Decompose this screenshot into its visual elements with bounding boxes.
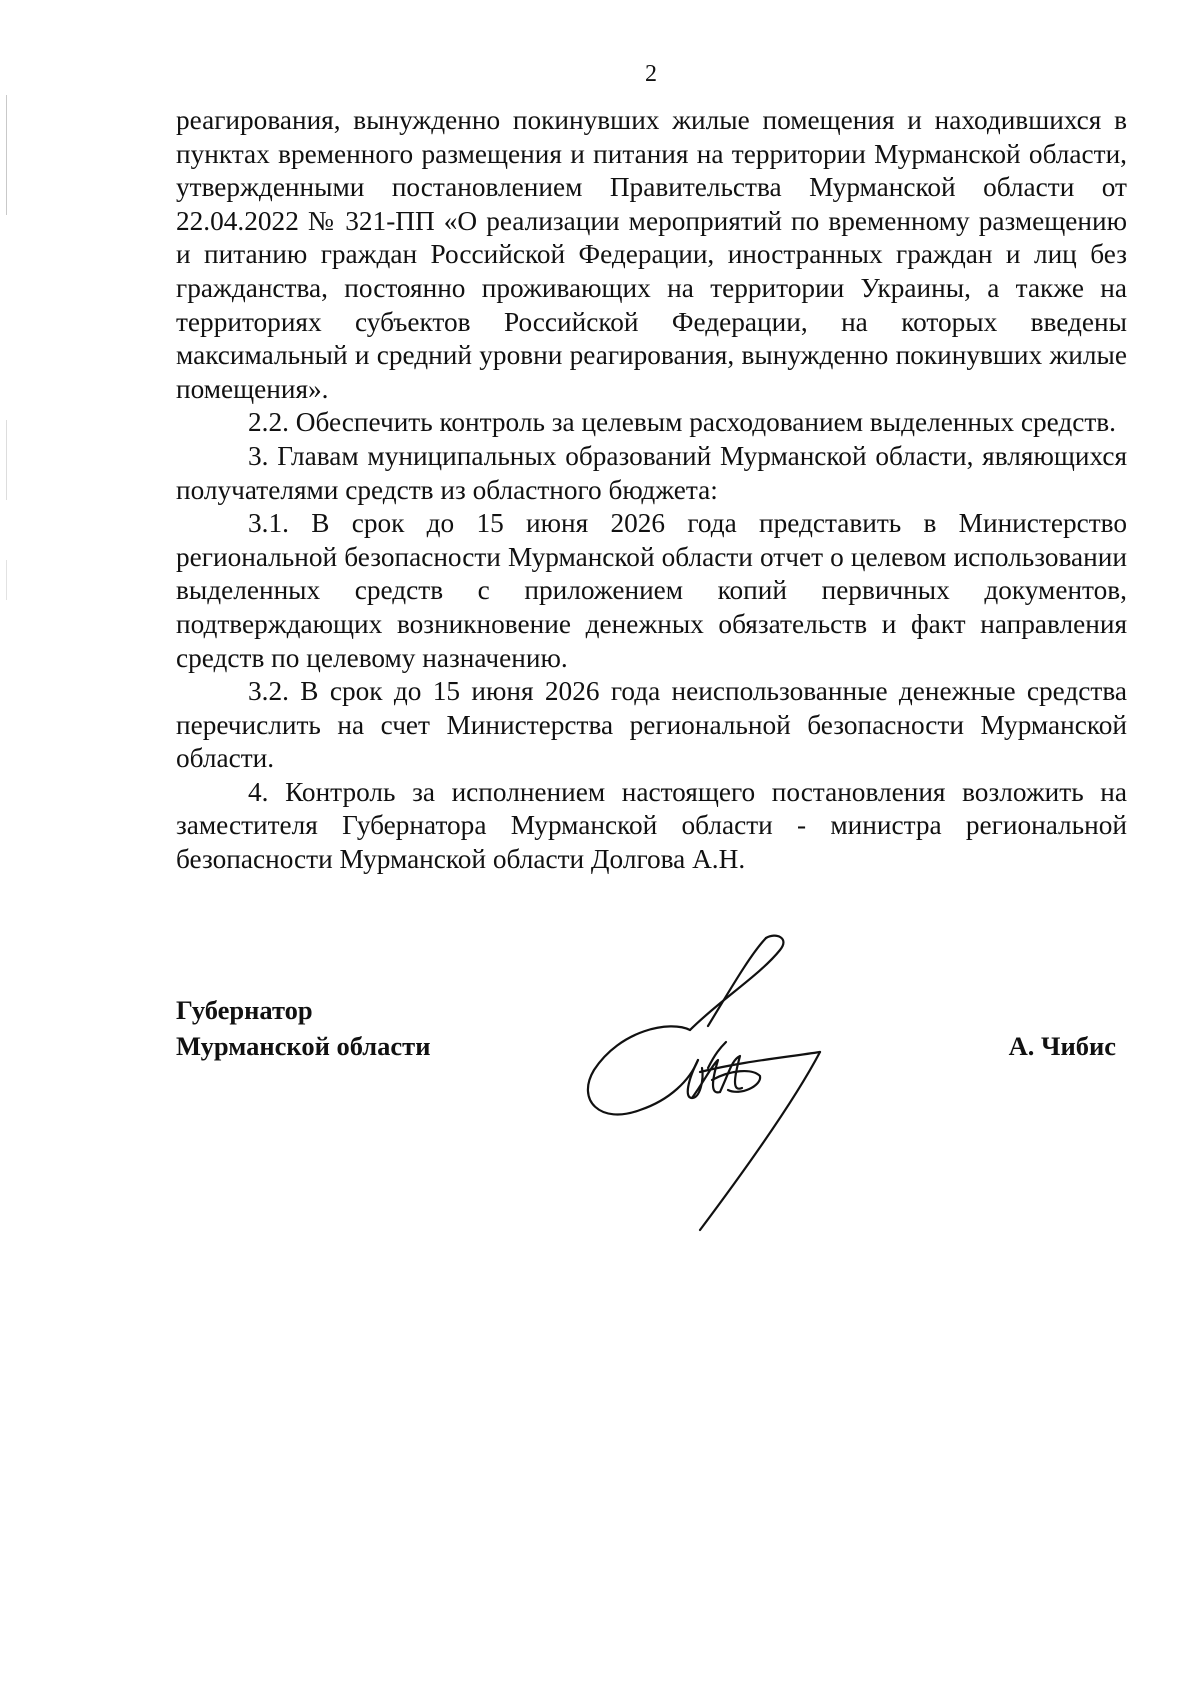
paragraph-item-3: 3. Главам муниципальных образований Мурманской области, являющихся получателями средств из областного бюджета: bbox=[176, 440, 1127, 505]
paragraph-continuation: реагирования, вынужденно покинувших жилые помещения и находившихся в пунктах временного размещения и питания на территории Мурманской области, утвержденными постановлением Правительства Мурманской области от 22.04.2022 № 321-ПП «О реализации мероприятий по временному размещению и питанию граждан Российской Федерации, иностранных граждан и лиц без гражданства, постоянно проживающих на территории Украины, а также на территориях субъектов Российской Федерации, на которых введены максимальный и средний уровни реагирования, вынужденно покинувших жилые помещения». bbox=[176, 105, 1127, 404]
document-body bbox=[176, 104, 1127, 877]
paragraph-item-2-2: 2.2. Обеспечить контроль за целевым расходованием выделенных средств. bbox=[248, 407, 1117, 438]
signatory-title-line-2: Мурманской области bbox=[176, 1031, 431, 1061]
scan-edge-mark bbox=[6, 95, 7, 215]
signatory-title bbox=[176, 992, 430, 1064]
signatory-name: А. Чибис bbox=[1008, 1031, 1116, 1061]
signatory-title-line-1: Губернатор bbox=[176, 995, 313, 1025]
scan-edge-mark bbox=[6, 420, 7, 500]
paragraph-item-4: 4. Контроль за исполнением настоящего постановления возложить на заместителя Губернатора Мурманской области - министра региональной безопасности Мурманской области Долгова А.Н. bbox=[176, 776, 1127, 875]
paragraph-item-3-1: 3.1. В срок до 15 июня 2026 года представить в Министерство региональной безопасности Мурманской области отчет о целевом использовании выделенных средств с приложением копий первичных документов, подтверждающих возникновение денежных обязательств и факт направления средств по целевому назначению. bbox=[176, 508, 1127, 673]
handwritten-signature bbox=[580, 930, 900, 1240]
page-number: 2 bbox=[645, 61, 657, 87]
paragraph-item-3-2: 3.2. В срок до 15 июня 2026 года неиспользованные денежные средства перечислить на счет Министерства региональной безопасности Мурманской области. bbox=[176, 676, 1127, 774]
scan-edge-mark bbox=[6, 560, 7, 600]
